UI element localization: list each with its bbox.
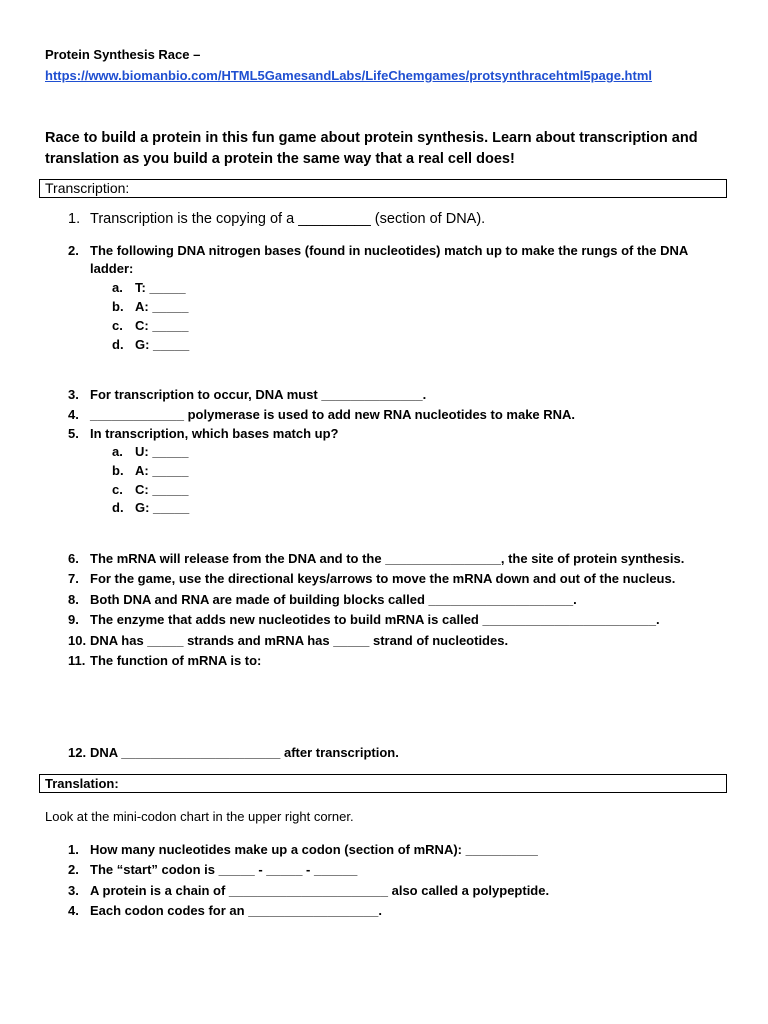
sub-letter: c. (112, 318, 123, 333)
sub-text: T: _____ (135, 280, 186, 295)
sub-text: G: _____ (135, 337, 190, 352)
sub-text: C: _____ (135, 482, 189, 497)
question-number: 7. (68, 571, 79, 586)
question-number: 12. (68, 745, 87, 760)
intro-paragraph: Race to build a protein in this fun game about protein synthesis. Learn about transcription and translation as you build a protein the same way that a real cell does! (45, 130, 698, 167)
transcription-question-7 (68, 570, 710, 588)
question-number: 9. (68, 612, 79, 627)
game-link[interactable]: https://www.biomanbio.com/HTML5GamesandLabs/LifeChemgames/protsynthracehtml5page.html (45, 68, 653, 83)
translation-question-4 (68, 902, 710, 920)
translation-heading-box (39, 774, 727, 793)
question-number: 4. (68, 903, 79, 918)
sub-letter: d. (112, 500, 124, 515)
q5-sub-a (112, 444, 188, 459)
translation-question-2 (68, 861, 710, 879)
translation-heading: Translation: (45, 776, 119, 791)
question-number: 4. (68, 407, 79, 422)
sub-text: A: _____ (135, 463, 189, 478)
sub-letter: b. (112, 463, 124, 478)
question-text: _____________ polymerase is used to add new RNA nucleotides to make RNA. (90, 407, 576, 422)
question-text: For the game, use the directional keys/arrows to move the mRNA down and out of the nucleus. (90, 571, 676, 586)
question-text: Transcription is the copying of a _________ (section of DNA). (90, 211, 486, 227)
sub-text: G: _____ (135, 500, 190, 515)
question-number: 3. (68, 387, 79, 402)
transcription-question-1 (68, 211, 485, 227)
q2-sub-c (112, 318, 188, 333)
transcription-heading-box (39, 179, 727, 198)
translation-question-3 (68, 882, 710, 900)
question-text: Both DNA and RNA are made of building blocks called ____________________. (90, 592, 577, 607)
q5-sub-c (112, 482, 188, 497)
q2-sub-d (112, 337, 189, 352)
sub-letter: c. (112, 482, 123, 497)
q2-sub-b (112, 299, 188, 314)
question-number: 5. (68, 426, 79, 441)
transcription-question-11 (68, 652, 710, 670)
question-number: 3. (68, 883, 79, 898)
question-number: 10. (68, 633, 87, 648)
transcription-question-5 (68, 425, 710, 443)
transcription-question-10 (68, 632, 710, 650)
transcription-question-3 (68, 386, 710, 404)
question-text: How many nucleotides make up a codon (section of mRNA): __________ (90, 842, 538, 857)
transcription-question-12 (68, 744, 710, 762)
question-text: The enzyme that adds new nucleotides to build mRNA is called ________________________. (90, 612, 660, 627)
question-number: 1. (68, 842, 79, 857)
sub-letter: a. (112, 280, 123, 295)
q5-sub-d (112, 500, 189, 515)
question-text: In transcription, which bases match up? (90, 426, 339, 441)
question-text: For transcription to occur, DNA must ______________. (90, 387, 427, 402)
question-text: The following DNA nitrogen bases (found in nucleotides) match up to make the rungs of the DNA ladder: (90, 243, 688, 276)
question-text: A protein is a chain of ______________________ also called a polypeptide. (90, 883, 550, 898)
codon-chart-note: Look at the mini-codon chart in the upper right corner. (45, 809, 354, 824)
sub-letter: b. (112, 299, 124, 314)
question-number: 6. (68, 551, 79, 566)
question-number: 2. (68, 862, 79, 877)
sub-letter: a. (112, 444, 123, 459)
q2-sub-a (112, 280, 186, 295)
question-text: Each codon codes for an __________________. (90, 903, 382, 918)
question-text: The “start” codon is _____ - _____ - ______ (90, 862, 358, 877)
translation-question-1 (68, 841, 710, 859)
q5-sub-b (112, 463, 188, 478)
question-number: 8. (68, 592, 79, 607)
question-text: DNA has _____ strands and mRNA has _____ strand of nucleotides. (90, 633, 509, 648)
transcription-question-8 (68, 591, 710, 609)
transcription-question-9 (68, 611, 710, 629)
question-text: The mRNA will release from the DNA and to the ________________, the site of protein synthesis. (90, 551, 685, 566)
transcription-question-6 (68, 550, 710, 568)
question-number: 2. (68, 243, 79, 258)
question-text: DNA ______________________ after transcription. (90, 745, 399, 760)
question-text: The function of mRNA is to: (90, 653, 262, 668)
question-number: 11. (68, 653, 86, 668)
transcription-question-4 (68, 406, 710, 424)
sub-text: A: _____ (135, 299, 189, 314)
sub-text: U: _____ (135, 444, 189, 459)
sub-letter: d. (112, 337, 124, 352)
transcription-heading: Transcription: (45, 180, 130, 196)
worksheet-title: Protein Synthesis Race – (45, 47, 201, 62)
transcription-question-2 (68, 242, 710, 278)
sub-text: C: _____ (135, 318, 189, 333)
question-number: 1. (68, 211, 81, 227)
